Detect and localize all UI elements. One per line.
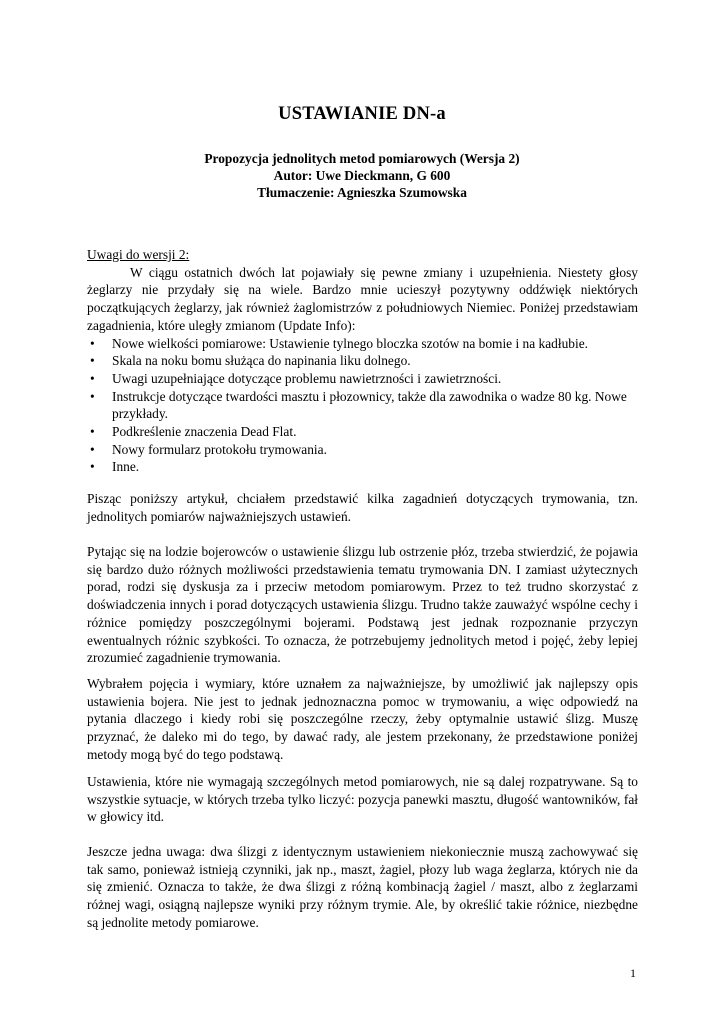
paragraph-1	[87, 490, 638, 525]
paragraph-4	[87, 773, 638, 826]
notes-intro: W ciągu ostatnich dwóch lat pojawiały się pewne zmiany i uzupełnienia. Niestety głosy żeglarzy nie przydały się na wiele. Bardzo mnie ucieszył pozytywny oddźwięk niektórych początkujących żeglarzy, jak również żaglomistrzów z południowych Niemiec. Poniżej przedstawiam zagadnienia, które uległy zmianom (Update Info):	[87, 264, 638, 333]
paragraph-2	[87, 543, 638, 667]
paragraph-3	[87, 675, 638, 764]
paragraph-text: Pisząc poniższy artykuł, chciałem przedstawić kilka zagadnień dotyczących trymowania, tzn. jednolitych pomiarów najważniejszych ustawień.	[87, 491, 638, 524]
paragraph-text: Ustawienia, które nie wymagają szczególnych metod pomiarowych, nie są dalej rozpatrywane. Są to wszystkie sytuacje, w których trzeba tylko liczyć: pozycja panewki masztu, długość wantowników, fał w głowicy itd.	[87, 774, 638, 825]
notes-heading: Uwagi do wersji 2:	[87, 247, 190, 262]
document-title: USTAWIANIE DN-a	[278, 104, 446, 124]
page-number: 1	[630, 966, 636, 980]
paragraph-text: Jeszcze jedna uwaga: dwa ślizgi z identycznym ustawieniem niekoniecznie muszą zachowywać się tak samo, ponieważ istnieją czynniki, jak np., maszt, żagiel, płozy lub waga żeglarza, których nie da się zmienić. Oznacza to także, że dwa ślizgi z różną kombinacją żagiel / maszt, albo z żeglarzami różnej wagi, osiągną najlepsze wyniki przy różnym trymie. Ale, by określić takie różnice, niezbędne są jednolite metody pomiarowe.	[87, 844, 638, 930]
paragraph-text: Pytając się na lodzie bojerowców o ustawienie ślizgu lub ostrzenie płóz, trzeba stwierdzić, że pojawia się bardzo dużo różnych możliwości przedstawienia tematu trymowania DN. I zamiast użytecznych porad, rodzi się dyskusja za i przeciw metodom pomiarowym. Przez to też trudno skorzystać z doświadczenia innych i porad dotyczących ustawienia ślizgu. Trudno także zauważyć wspólne cechy i różnice pomiędzy poszczególnymi bojerami. Podstawą jest jednak rozpoznanie przyczyn ewentualnych różnic szybkości. To oznacza, że potrzebujemy jednolitych metod i pojęć, żeby lepiej zrozumieć zagadnienie trymowania.	[87, 544, 638, 666]
subtitle-line-1: Propozycja jednolitych metod pomiarowych (Wersja 2)	[204, 151, 520, 166]
update-list	[87, 335, 638, 477]
list-item: • Nowy formularz protokołu trymowania.	[87, 441, 638, 459]
translator-line: Tłumaczenie: Agnieszka Szumowska	[257, 185, 467, 200]
list-item: • Inne.	[87, 458, 638, 476]
list-item: • Skala na noku bomu służąca do napinania liku dolnego.	[87, 352, 638, 370]
list-item: • Instrukcje dotyczące twardości masztu i płozownicy, także dla zawodnika o wadze 80 kg. Nowe przykłady.	[87, 388, 638, 423]
version-notes	[87, 246, 638, 476]
paragraph-5	[87, 843, 638, 932]
author-line: Autor: Uwe Dieckmann, G 600	[273, 168, 451, 183]
list-item: • Nowe wielkości pomiarowe: Ustawienie tylnego bloczka szotów na bomie i na kadłubie.	[87, 335, 638, 353]
paragraph-text: Wybrałem pojęcia i wymiary, które uznałem za najważniejsze, by umożliwić jak najlepszy opis ustawienia bojera. Nie jest to jednak jednoznaczna pomoc w trymowaniu, a więc odpowiedź na pytania dlaczego i kiedy robi się poszczególne rzeczy, żeby optymalnie ustawić ślizg. Muszę przyznać, że daleko mi do tego, by dawać rady, ale jestem przekonany, że przedstawione poniżej metody mogą być do tego podstawą.	[87, 676, 638, 762]
list-item: • Uwagi uzupełniające dotyczące problemu nawietrzności i zawietrzności.	[87, 370, 638, 388]
list-item: • Podkreślenie znaczenia Dead Flat.	[87, 423, 638, 441]
